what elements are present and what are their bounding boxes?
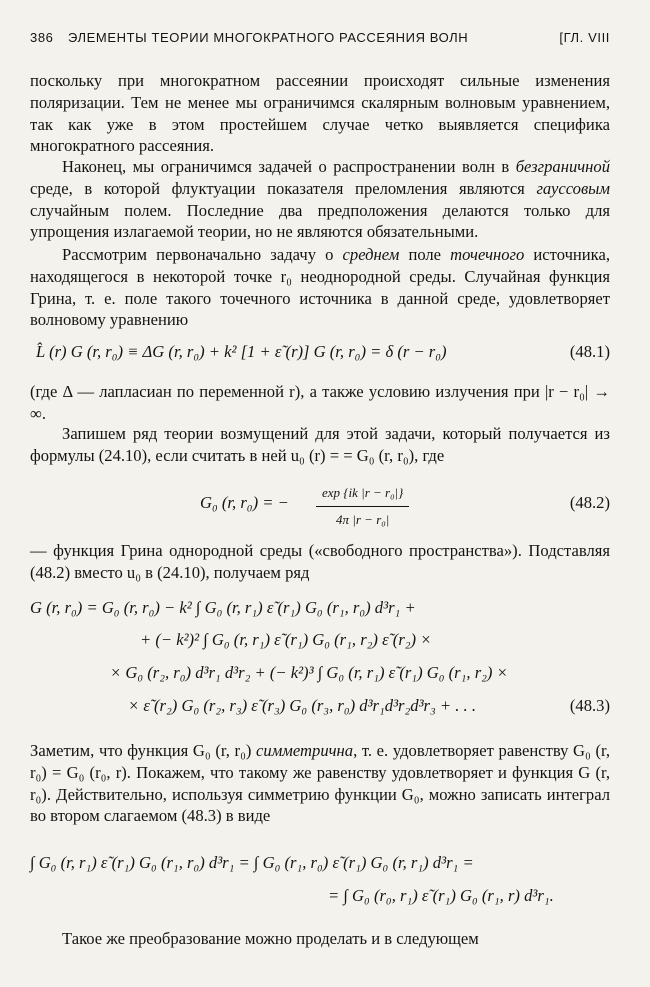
equation-48-2-number: (48.2) [569, 493, 610, 512]
equation-48-1-body: L̂ (r) G (r, r₀) ≡ ΔG (r, r₀) + k² [1 + ε̃ (r)] G (r, r₀) = δ (r − r₀) [36, 342, 447, 361]
equation-48-3-line-2: + (− k²)² ∫ G₀ (r, r₁) ε̃ (r₁) G₀ (r₁, r₂) ε̃ (r₂) × [140, 630, 432, 649]
equation-symmetry-line-2: = ∫ G₀ (r₀, r₁) ε̃ (r₁) G₀ (r₁, r) d³r₁. [328, 886, 554, 905]
equation-symmetry [30, 852, 610, 912]
equation-48-3-line-1: G (r, r₀) = G₀ (r, r₀) − k² ∫ G₀ (r, r₁) ε̃ (r₁) G₀ (r₁, r₀) d³r₁ + [30, 598, 416, 617]
equation-48-1-number: (48.1) [569, 342, 610, 361]
paragraph-1: поскольку при многократном рассеянии происходят сильные изменения поляризации. Тем не менее мы ограничимся скалярным волновым уравнением, так как уже в этом простейшем случае четко выявляется специфика многократного рассеяния. [30, 71, 610, 156]
paragraph-4: (где Δ — лапласиан по переменной r), а также условию излучения при |r − r₀| → ∞. [30, 382, 610, 423]
equation-48-3 [30, 597, 610, 727]
equation-48-2-lhs: G₀ (r, r₀) = − [200, 493, 289, 512]
equation-symmetry-line-1: ∫ G₀ (r, r₁) ε̃ (r₁) G₀ (r₁, r₀) d³r₁ = ∫ G₀ (r₁, r₀) ε̃ (r₁) G₀ (r, r₁) d³r₁ = [30, 853, 474, 872]
paragraph-7: Заметим, что функция G₀ (r, r₀) симметрична, т. е. удовлетворяет равенству G₀ (r, r₀) = G₀ (r₀, r). Покажем, что такому же равенству удовлетворяет и функция G (r, r₀). Действительно, используя симметрию функции G₀, можно записать интеграл во втором слагаемом (48.3) в виде [30, 741, 610, 826]
fraction-numerator: exp {ik |r − r₀|} [316, 482, 409, 507]
paragraph-6: — функция Грина однородной среды («свободного пространства»). Подставляя (48.2) вместо u₀ в (24.10), получаем ряд [30, 541, 610, 582]
equation-48-3-line-3: × G₀ (r₂, r₀) d³r₁ d³r₂ + (− k²)³ ∫ G₀ (r, r₁) ε̃ (r₁) G₀ (r₁, r₂) × [110, 663, 508, 682]
equation-48-1 [30, 341, 610, 365]
running-title: ЭЛЕМЕНТЫ ТЕОРИИ МНОГОКРАТНОГО РАССЕЯНИЯ ВОЛН [68, 30, 469, 45]
equation-48-2 [30, 482, 610, 526]
fraction-denominator: 4π |r − r₀| [336, 512, 390, 527]
paragraph-5: Запишем ряд теории возмущений для этой задачи, который получается из формулы (24.10), если считать в ней u₀ (r) = = G₀ (r, r₀), где [30, 424, 610, 465]
paragraph-3: Рассмотрим первоначально задачу о среднем поле точечного источника, находящегося в некоторой точке r₀ неоднородной среды. Случайная функция Грина, т. е. поле такого точечного источника в данной среде, удовлетворяет волновому уравнению [30, 245, 611, 330]
equation-48-3-number: (48.3) [569, 696, 610, 715]
equation-48-2-fraction [316, 482, 409, 531]
equation-48-3-line-4: × ε̃ (r₂) G₀ (r₂, r₃) ε̃ (r₃) G₀ (r₃, r₀) d³r₁d³r₂d³r₃ + . . . [128, 696, 477, 715]
chapter-label: [ГЛ. VIII [559, 30, 610, 45]
paragraph-2: Наконец, мы ограничимся задачей о распространении волн в безграничной среде, в которой флуктуации показателя преломления являются гауссовым случайным полем. Последние два предположения делаются только для упрощения излагаемой теории, но не являются обязательными. [30, 157, 610, 242]
paragraph-8: Такое же преобразование можно проделать и в следующем [62, 929, 479, 948]
running-head [30, 30, 610, 50]
page-number: 386 [30, 30, 54, 45]
